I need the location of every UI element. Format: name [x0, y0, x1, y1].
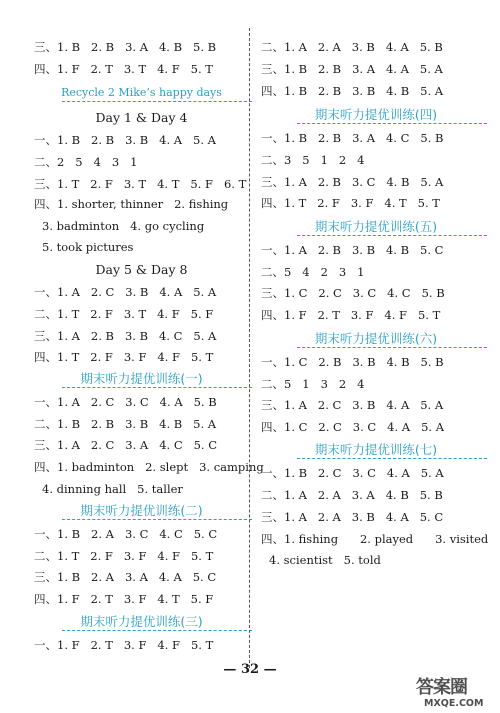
answer-line: 四、1. B 2. B 3. B 4. B 5. A: [261, 84, 444, 98]
answer-line: 5. took pictures: [42, 240, 134, 254]
answer-line: 4. scientist 5. told: [269, 553, 381, 567]
answer-line: 四、1. T 2. F 3. F 4. F 5. T: [34, 350, 214, 364]
answer-line: 二、1. A 2. A 3. A 4. B 5. B: [261, 488, 443, 502]
answer-line: 二、1. T 2. F 3. T 4. F 5. F: [34, 307, 214, 321]
answer-line: 三、1. B 2. A 3. A 4. A 5. C: [34, 570, 217, 584]
answer-line: 三、1. A 2. A 3. B 4. A 5. C: [261, 510, 444, 524]
answer-line: 四、1. C 2. C 3. C 4. A 5. A: [261, 420, 445, 434]
watermark-logo: [416, 673, 494, 709]
answer-line: 二、1. T 2. F 3. F 4. F 5. T: [34, 549, 214, 563]
answer-line: 一、1. F 2. T 3. F 4. F 5. T: [34, 638, 214, 652]
answer-line: 一、1. B 2. B 3. A 4. C 5. B: [261, 131, 444, 145]
answer-line: 四、1. fishing 2. played 3. visited: [261, 532, 489, 546]
answer-line: 二、3 5 1 2 4: [261, 153, 365, 167]
answer-line: 一、1. A 2. C 3. B 4. A 5. A: [34, 285, 217, 299]
page-number: — 32 —: [223, 662, 277, 677]
answer-line: 四、1. badminton 2. slept 3. camping: [34, 460, 264, 474]
answer-line: 一、1. A 2. C 3. C 4. A 5. B: [34, 395, 217, 409]
answer-line: 二、5 4 2 3 1: [261, 265, 365, 279]
heading-underline: [62, 387, 252, 388]
heading-underline: [62, 630, 252, 631]
section-heading: 期末听力提优训练(三): [80, 614, 203, 629]
day-heading: Day 1 & Day 4: [95, 110, 188, 125]
answer-line: 一、1. A 2. B 3. B 4. B 5. C: [261, 243, 444, 257]
answer-line: 三、1. B 2. B 3. A 4. B 5. B: [34, 40, 217, 54]
heading-underline: [297, 235, 487, 236]
answer-line: 4. dinning hall 5. taller: [42, 482, 183, 496]
answer-line: 三、1. A 2. C 3. A 4. C 5. C: [34, 438, 218, 452]
answer-line: 二、2 5 4 3 1: [34, 155, 138, 169]
answer-line: 三、1. T 2. F 3. T 4. T 5. F 6. T: [34, 177, 247, 191]
heading-underline: [62, 101, 252, 102]
recycle-heading: Recycle 2 Mike’s happy days: [61, 86, 222, 99]
heading-underline: [297, 347, 487, 348]
answer-line: 三、1. A 2. B 3. B 4. C 5. A: [34, 329, 217, 343]
answer-line: 一、1. B 2. A 3. C 4. C 5. C: [34, 527, 218, 541]
answer-line: 二、1. B 2. B 3. B 4. B 5. A: [34, 417, 217, 431]
section-heading: 期末听力提优训练(二): [80, 503, 203, 518]
answer-line: 三、1. A 2. B 3. C 4. B 5. A: [261, 175, 444, 189]
section-heading: 期末听力提优训练(七): [314, 442, 438, 457]
watermark-url: MXQE.COM: [424, 698, 484, 709]
answer-line: 3. badminton 4. go cycling: [42, 219, 205, 233]
answer-line: 三、1. C 2. C 3. C 4. C 5. B: [261, 286, 445, 300]
answer-line: 三、1. A 2. C 3. B 4. A 5. A: [261, 398, 444, 412]
answer-line: 四、1. F 2. T 3. T 4. F 5. T: [34, 62, 213, 76]
answer-line: 一、1. B 2. C 3. C 4. A 5. A: [261, 466, 444, 480]
answer-line: 一、1. C 2. B 3. B 4. B 5. B: [261, 355, 444, 369]
answer-line: 四、1. F 2. T 3. F 4. F 5. T: [261, 308, 441, 322]
heading-underline: [62, 519, 252, 520]
section-heading: 期末听力提优训练(四): [314, 107, 438, 122]
column-divider: [249, 28, 250, 668]
heading-underline: [297, 123, 487, 124]
answer-line: 二、1. A 2. A 3. B 4. A 5. B: [261, 40, 443, 54]
answer-line: 四、1. shorter, thinner 2. fishing: [34, 197, 229, 211]
heading-underline: [297, 458, 487, 459]
section-heading: 期末听力提优训练(一): [80, 371, 203, 386]
answer-line: 三、1. B 2. B 3. A 4. A 5. A: [261, 62, 443, 76]
day-heading: Day 5 & Day 8: [95, 262, 188, 277]
answer-line: 二、5 1 3 2 4: [261, 377, 365, 391]
answer-line: 四、1. F 2. T 3. F 4. T 5. F: [34, 592, 214, 606]
section-heading: 期末听力提优训练(五): [314, 219, 438, 234]
watermark-text: 答案圈: [416, 677, 467, 698]
answer-line: 四、1. T 2. F 3. F 4. T 5. T: [261, 196, 440, 210]
section-heading: 期末听力提优训练(六): [314, 331, 438, 346]
answer-line: 一、1. B 2. B 3. B 4. A 5. A: [34, 133, 216, 147]
